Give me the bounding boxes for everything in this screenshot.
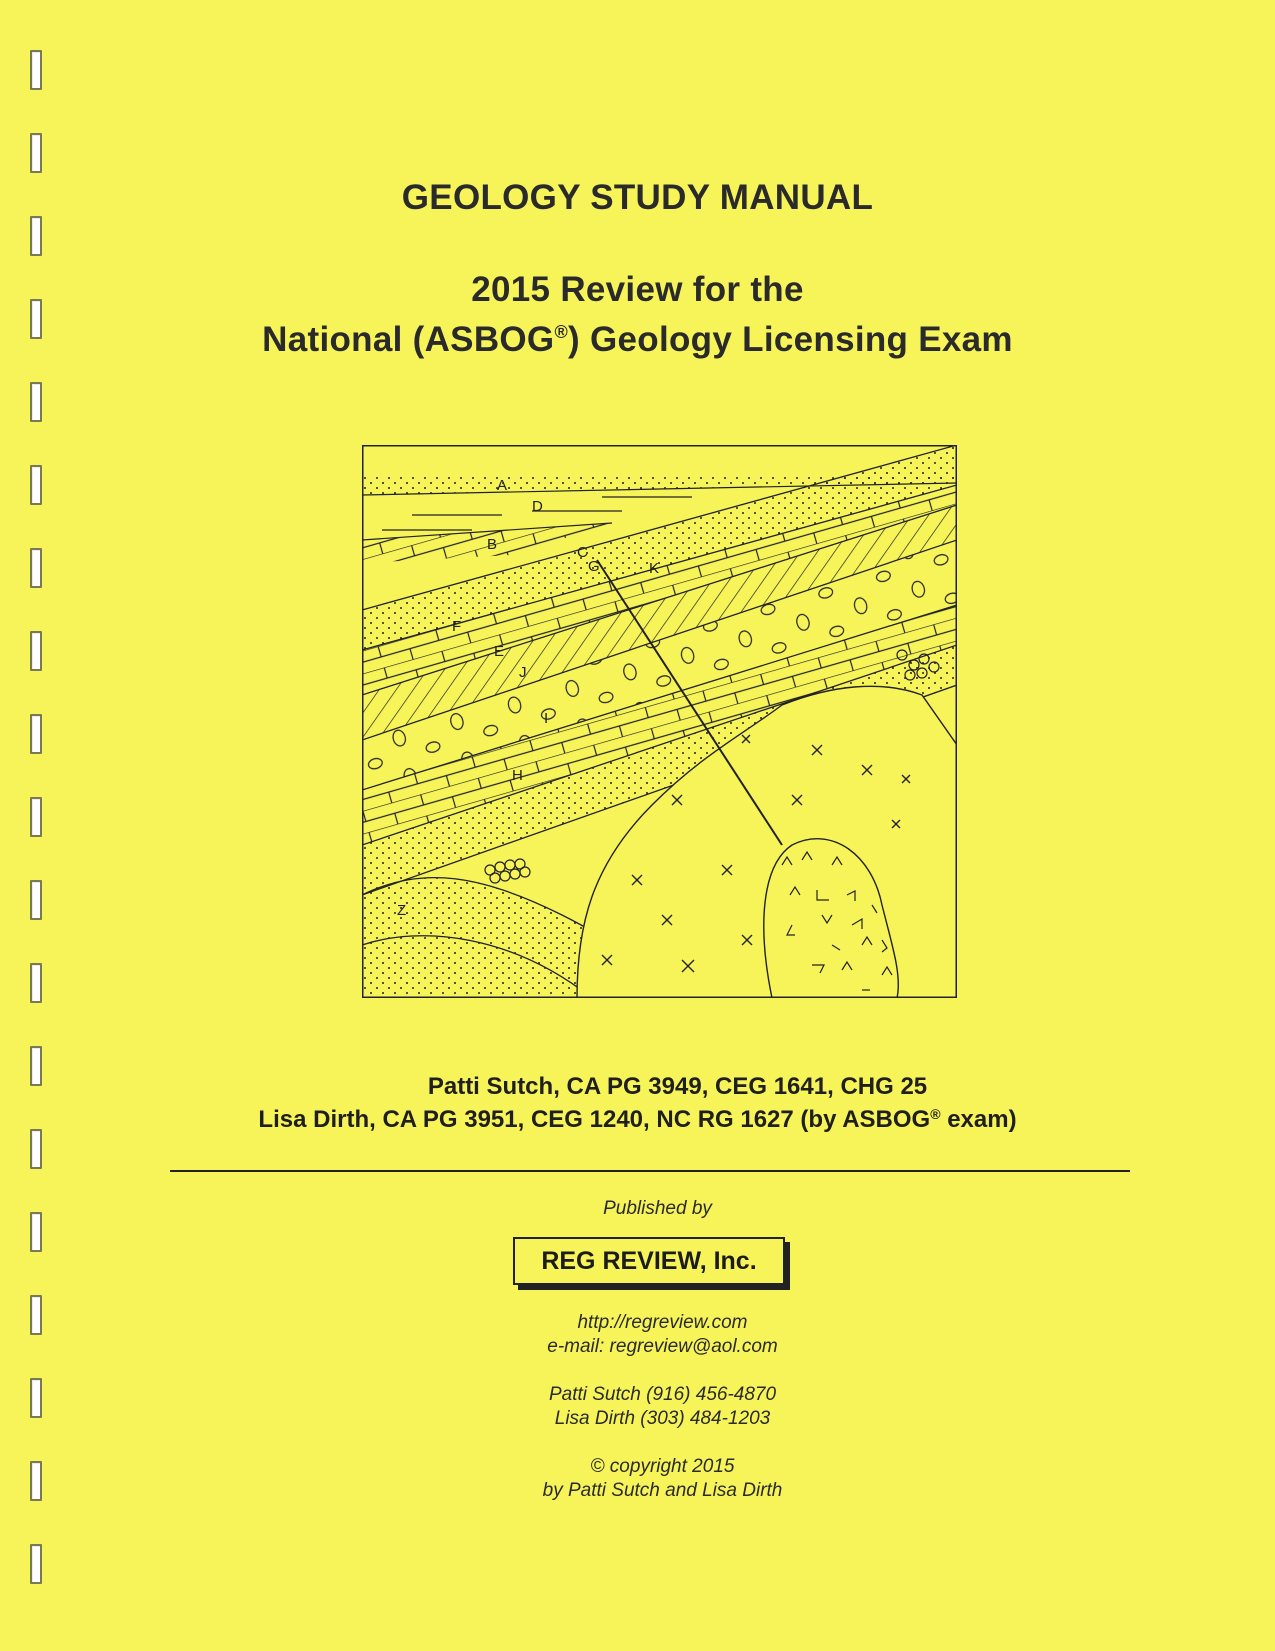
binding-hole xyxy=(30,1544,42,1584)
publisher-name: REG REVIEW, Inc. xyxy=(541,1247,757,1275)
binding-hole xyxy=(30,1129,42,1169)
author-line-2-pre: Lisa Dirth, CA PG 3951, CEG 1240, NC RG 1627 (by ASBOG xyxy=(258,1106,931,1133)
geologic-cross-section-figure xyxy=(362,445,957,998)
binding-hole xyxy=(30,548,42,588)
publisher-email: e-mail: regreview@aol.com xyxy=(547,1336,778,1357)
figure-label: B xyxy=(487,536,498,553)
author-line-2-post: exam) xyxy=(940,1106,1017,1133)
contact-phone-2: Lisa Dirth (303) 484-1203 xyxy=(554,1408,771,1429)
figure-label: H xyxy=(512,767,523,784)
binding-hole xyxy=(30,465,42,505)
document-subtitle-line1: 2015 Review for the xyxy=(471,270,804,309)
publisher-logo-box xyxy=(513,1237,785,1285)
copyright-notice: © copyright 2015 xyxy=(590,1456,735,1477)
binding-hole xyxy=(30,382,42,422)
binding-hole xyxy=(30,963,42,1003)
copyright-holders: by Patti Sutch and Lisa Dirth xyxy=(542,1480,783,1501)
registered-mark: ® xyxy=(554,322,569,342)
figure-label: F xyxy=(452,618,462,635)
binding-hole xyxy=(30,216,42,256)
subtitle-text-post: ) Geology Licensing Exam xyxy=(568,320,1013,359)
divider-rule xyxy=(170,1170,1130,1172)
binding-hole xyxy=(30,714,42,754)
binding-hole xyxy=(30,631,42,671)
author-line-2 xyxy=(0,1106,1275,1134)
figure-label: D xyxy=(532,498,543,515)
figure-label: C xyxy=(577,544,588,561)
figure-label: K xyxy=(649,560,660,577)
binding-hole xyxy=(30,797,42,837)
publisher-website: http://regreview.com xyxy=(577,1312,748,1333)
figure-label: J xyxy=(519,664,527,681)
author-line-1: Patti Sutch, CA PG 3949, CEG 1641, CHG 25 xyxy=(427,1073,928,1100)
contact-phone-1: Patti Sutch (916) 456-4870 xyxy=(548,1384,777,1405)
binding-hole xyxy=(30,880,42,920)
subtitle-text-pre: National (ASBOG xyxy=(262,320,555,359)
document-subtitle-line2 xyxy=(0,320,1275,360)
binding-hole xyxy=(30,133,42,173)
figure-label: E xyxy=(494,643,505,660)
figure-label: I xyxy=(544,710,549,727)
figure-label: G xyxy=(588,558,600,575)
published-by-label: Published by xyxy=(603,1198,712,1219)
binding-hole xyxy=(30,50,42,90)
document-title: GEOLOGY STUDY MANUAL xyxy=(401,178,874,217)
figure-label: A xyxy=(497,477,508,494)
registered-mark: ® xyxy=(930,1106,941,1122)
figure-label: Z xyxy=(397,902,407,919)
